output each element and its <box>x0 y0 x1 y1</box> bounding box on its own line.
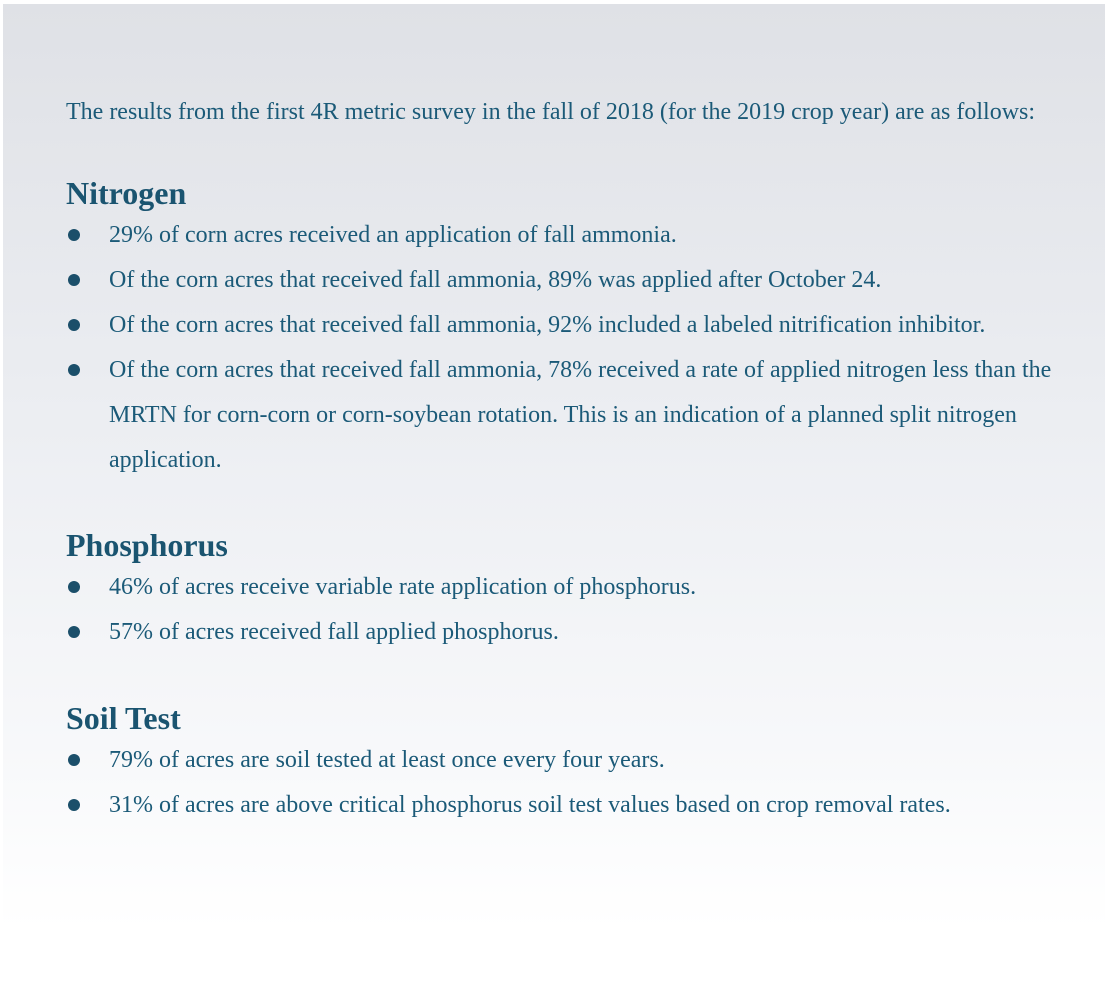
bullet-icon <box>68 229 80 241</box>
section-heading-phosphorus: Phosphorus <box>66 527 228 563</box>
list-item-text: 31% of acres are above critical phosphorus soil test values based on crop removal rates. <box>109 792 951 818</box>
list-item <box>66 783 1076 828</box>
list-item-text: 29% of corn acres received an application of fall ammonia. <box>109 222 677 248</box>
bullet-icon <box>68 754 80 766</box>
bullet-icon <box>68 799 80 811</box>
list-item <box>66 738 1076 783</box>
bullet-icon <box>68 626 80 638</box>
list-item <box>66 303 1076 348</box>
list-item <box>66 565 1076 610</box>
phosphorus-list <box>66 565 1076 655</box>
section-heading-soil-test: Soil Test <box>66 700 181 736</box>
content-panel <box>3 4 1105 929</box>
soil-test-list <box>66 738 1076 828</box>
bullet-icon <box>68 274 80 286</box>
list-item-text: 57% of acres received fall applied phosphorus. <box>109 619 559 645</box>
document-body <box>66 90 1076 828</box>
list-item-text: Of the corn acres that received fall ammonia, 89% was applied after October 24. <box>109 267 882 293</box>
bullet-icon <box>68 581 80 593</box>
list-item-text: Of the corn acres that received fall ammonia, 92% included a labeled nitrification inhibitor. <box>109 312 986 338</box>
bullet-icon <box>68 319 80 331</box>
nitrogen-list <box>66 213 1076 483</box>
intro-paragraph: The results from the first 4R metric survey in the fall of 2018 (for the 2019 crop year) are as follows: <box>66 99 1036 125</box>
list-item <box>66 213 1076 258</box>
list-item-text: 79% of acres are soil tested at least once every four years. <box>109 747 665 773</box>
list-item <box>66 348 1076 483</box>
list-item-text: 46% of acres receive variable rate application of phosphorus. <box>109 574 697 600</box>
section-heading-nitrogen: Nitrogen <box>66 175 187 211</box>
list-item-text: Of the corn acres that received fall ammonia, 78% received a rate of applied nitrogen less than the MRTN for corn-corn or corn-soybean rotation. This is an indication of a planned split nitrogen application. <box>109 357 1052 473</box>
bullet-icon <box>68 364 80 376</box>
list-item <box>66 258 1076 303</box>
list-item <box>66 610 1076 655</box>
